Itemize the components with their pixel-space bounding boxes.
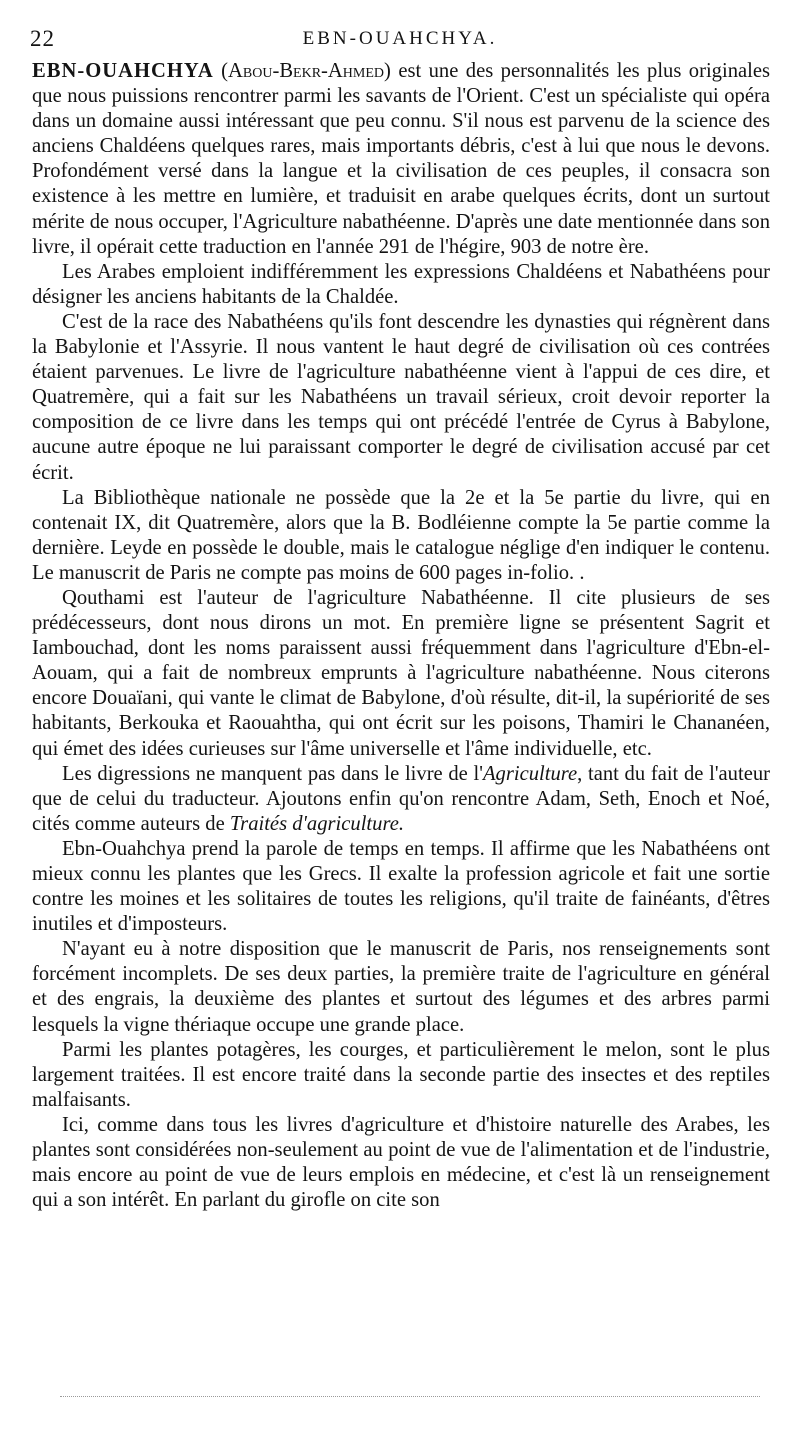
paragraph: Ebn-Ouahchya prend la parole de temps en temps. Il affirme que les Nabathéens ont mieux connu les plantes que les Grecs. Il exalte la profession agricole et fait une sortie contre les moines et les solitaires de toutes les religions, qu'il traite de fainéants, d'êtres inutiles et d'imposteurs.	[32, 837, 770, 936]
entry-alt-name: (Abou-Bekr-Ahmed)	[221, 60, 391, 82]
footer-rule	[60, 1396, 760, 1397]
page-header	[30, 26, 770, 56]
body-text	[32, 59, 770, 1213]
paragraph: La Bibliothèque nationale ne possède que la 2e et la 5e partie du livre, qui en contenait IX, dit Quatremère, alors que la B. Bodléienne compte la 5e partie comme la dernière. Leyde en possède le double, mais le catalogue néglige d'en indiquer le contenu. Le manuscrit de Paris ne compte pas moins de 600 pages in-folio. .	[32, 486, 770, 584]
paragraph-text: , tant du fait de l'auteur que de celui du traducteur. Ajoutons enfin qu'on rencontre Adam, Seth, Enoch et Noé, cités comme auteurs de	[32, 762, 770, 835]
entry-name: EBN-OUAHCHYA	[32, 60, 214, 82]
paragraph: Qouthami est l'auteur de l'agriculture Nabathéenne. Il cite plusieurs de ses prédécesseurs, dont nous dirons un mot. En première ligne se présentent Sagrit et Iambouchad, dont les noms paraissent aussi fréquemment dans l'agriculture d'Ebn-el-Aouam, qui a fait de nombreux emprunts à l'agriculture nabathéenne. Nous citerons encore Douaïani, qui vante le climat de Babylone, d'où résulte, dit-il, la supériorité de ses habitants, Berkouka et Raouahtha, qui ont écrit sur les poisons, Thamiri le Chananéen, qui émet des idées curieuses sur l'âme universelle et l'âme individuelle, etc.	[32, 586, 770, 760]
paragraph-text: Les digressions ne manquent pas dans le livre de l'	[62, 762, 483, 785]
paragraph-intro	[32, 59, 770, 260]
paragraph-text: est une des personnalités les plus originales que nous puissions rencontrer parmi les savants de l'Orient. C'est un spécialiste qui opéra dans un domaine aussi intéressant que peu connu. S'il nous est parvenu de la science des anciens Chaldéens quelques rares, mais importants débris, c'est à lui que nous le devons. Profondément versé dans la langue et la civilisation de ces peuples, il consacra son existence à les mettre en lumière, et traduisit en arabe quelques écrits, dont un surtout mérite de nous occuper, l'Agriculture nabathéenne. D'après une date mentionnée dans son livre, il opérait cette traduction en l'année 291 de l'hégire, 903 de notre ère.	[32, 60, 771, 258]
paragraph: C'est de la race des Nabathéens qu'ils font descendre les dynasties qui régnèrent dans la Babylonie et l'Assyrie. Il nous vantent le haut degré de civilisation où ces contrées étaient parvenues. Le livre de l'agriculture nabathéenne vient à l'appui de ces dire, et Quatremère, qui a fait sur les Nabathéens un travail sérieux, croit devoir reporter la composition de ce livre dans les temps qui ont précédé l'entrée de Cyrus à Babylone, aucune autre époque ne lui paraissant comporter le degré de civilisation accusé par cet écrit.	[32, 310, 770, 484]
page-number: 22	[30, 26, 55, 51]
italic-title-agriculture: Agriculture	[482, 762, 578, 785]
paragraph: N'ayant eu à notre disposition que le manuscrit de Paris, nos renseignements sont forcément incomplets. De ses deux parties, la première traite de l'agriculture en général et des engrais, la deuxième des plantes et surtout des légumes et des arbres parmi lesquels la vigne thériaque occupe une grande place.	[32, 938, 770, 1036]
running-head: EBN-OUAHCHYA.	[302, 28, 498, 49]
paragraph: Parmi les plantes potagères, les courges, et particulièrement le melon, sont le plus largement traitées. Il est encore traité dans la seconde partie des insectes et des reptiles malfaisants.	[32, 1038, 770, 1111]
paragraph: Ici, comme dans tous les livres d'agriculture et d'histoire naturelle des Arabes, les plantes sont considérées non-seulement au point de vue de l'alimentation et de l'industrie, mais encore au point de vue de leurs emplois en médecine, et c'est là un renseignement qui a son intérêt. En parlant du girofle on cite son	[32, 1113, 770, 1212]
paragraph-digressions	[32, 762, 770, 837]
paragraph: Les Arabes emploient indifféremment les expressions Chaldéens et Nabathéens pour désigner les anciens habitants de la Chaldée.	[32, 260, 770, 308]
italic-title-traites: Traités d'agriculture.	[229, 812, 404, 835]
